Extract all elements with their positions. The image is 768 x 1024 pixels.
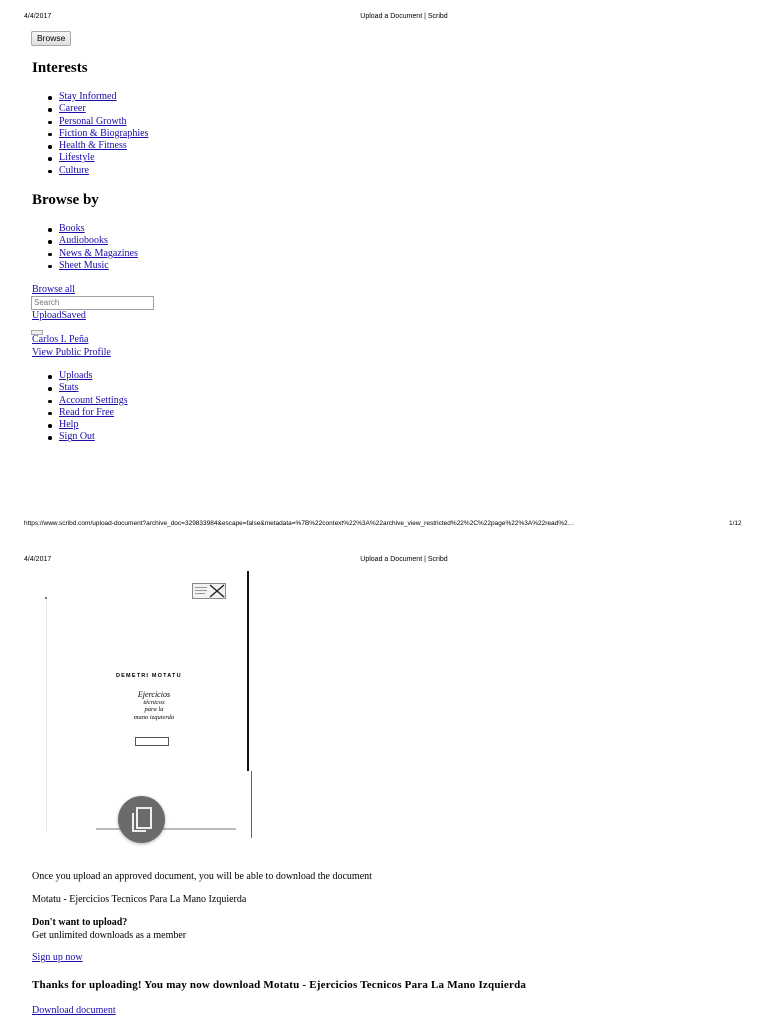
menu-link-stats[interactable]: Stats xyxy=(59,382,79,394)
user-menu-item xyxy=(48,431,128,443)
dont-want-title: Don't want to upload? xyxy=(32,917,128,928)
browse-link-sheet-music[interactable]: Sheet Music xyxy=(59,259,109,271)
interest-item xyxy=(48,128,148,140)
doc-title-line: mano izquierda xyxy=(133,713,175,721)
menu-link-read-free[interactable]: Read for Free xyxy=(59,406,114,418)
menu-link-help[interactable]: Help xyxy=(59,419,79,431)
doc-footer-text xyxy=(96,828,236,830)
interest-item xyxy=(48,152,148,164)
browse-by-heading: Browse by xyxy=(32,192,99,208)
search-input[interactable] xyxy=(31,296,154,310)
upload-saved-link[interactable]: UploadSaved xyxy=(32,310,86,321)
browse-link-news[interactable]: News & Magazines xyxy=(59,247,138,259)
doc-edge-line xyxy=(251,771,252,838)
user-menu-item xyxy=(48,382,128,394)
document-name: Motatu - Ejercicios Tecnicos Para La Mano Izquierda xyxy=(32,894,247,905)
doc-left-edge xyxy=(46,601,47,831)
print-url: https://www.scribd.com/upload-document?archive_doc=329833984&escape=false&metadata=%7B%22context%22%3A%22archive_view_restricted%22%2C%22page%22%3A%22read%2… xyxy=(24,520,575,527)
browse-button[interactable]: Browse xyxy=(31,31,71,46)
browse-link-books[interactable]: Books xyxy=(59,223,85,234)
menu-link-sign-out[interactable]: Sign Out xyxy=(59,431,95,443)
browse-all-link[interactable]: Browse all xyxy=(32,284,76,295)
interest-link-fiction[interactable]: Fiction & Biographies xyxy=(59,127,149,139)
user-menu-item xyxy=(48,370,128,382)
sign-up-link[interactable]: Sign up now xyxy=(32,952,83,963)
interest-item xyxy=(48,165,148,177)
user-menu-item xyxy=(48,395,128,407)
upload-message: Once you upload an approved document, you will be able to download the document xyxy=(32,871,372,882)
browse-link-audiobooks[interactable]: Audiobooks xyxy=(59,235,108,247)
interest-link-health[interactable]: Health & Fitness xyxy=(59,140,127,152)
interests-heading: Interests xyxy=(32,60,88,76)
print-header xyxy=(0,13,768,27)
thanks-message: Thanks for uploading! You may now download Motatu - Ejercicios Tecnicos Para La Mano Izquierda xyxy=(32,979,527,991)
print-header-2 xyxy=(0,556,768,570)
interest-item xyxy=(48,91,148,103)
browse-by-item xyxy=(48,235,138,247)
copy-icon xyxy=(130,807,153,832)
dont-want-text: Get unlimited downloads as a member xyxy=(32,930,187,941)
interest-item xyxy=(48,116,148,128)
interest-link-lifestyle[interactable]: Lifestyle xyxy=(59,152,95,164)
interest-link-personal-growth[interactable]: Personal Growth xyxy=(59,115,127,127)
close-icon xyxy=(209,584,225,598)
browse-by-item xyxy=(48,223,138,235)
print-date: 4/4/2017 xyxy=(24,13,52,20)
doc-title xyxy=(128,691,180,721)
user-name-link[interactable]: Carlos I. Peña xyxy=(32,334,89,345)
print-title: Upload a Document | Scribd xyxy=(360,556,448,563)
menu-link-account-settings[interactable]: Account Settings xyxy=(59,394,128,406)
browse-by-item xyxy=(48,260,138,272)
user-menu-list xyxy=(48,370,128,444)
doc-publisher-box xyxy=(135,737,169,746)
interest-link-career[interactable]: Career xyxy=(59,103,86,115)
doc-stamp xyxy=(192,583,226,599)
doc-mark xyxy=(45,597,47,599)
doc-author: DEMETRI MOTATU xyxy=(116,673,182,679)
user-menu-item xyxy=(48,419,128,431)
interest-link-stay-informed[interactable]: Stay Informed xyxy=(59,91,117,102)
print-page-number: 1/12 xyxy=(729,520,742,527)
doc-title-line: para la xyxy=(144,706,164,713)
menu-link-uploads[interactable]: Uploads xyxy=(59,370,93,381)
interest-item xyxy=(48,103,148,115)
print-date: 4/4/2017 xyxy=(24,556,52,563)
doc-title-line: Ejercicios xyxy=(137,690,171,699)
user-menu-item xyxy=(48,407,128,419)
download-document-link[interactable]: Download document xyxy=(32,1005,116,1016)
print-title: Upload a Document | Scribd xyxy=(360,13,448,20)
browse-by-item xyxy=(48,248,138,260)
copy-button[interactable] xyxy=(118,796,165,843)
interest-item xyxy=(48,140,148,152)
view-profile-link[interactable]: View Public Profile xyxy=(32,347,111,358)
interests-list xyxy=(48,91,148,177)
interest-link-culture[interactable]: Culture xyxy=(59,164,89,176)
doc-title-line: técnicos xyxy=(143,698,165,706)
doc-edge-line xyxy=(247,571,249,771)
browse-by-list xyxy=(48,223,138,272)
